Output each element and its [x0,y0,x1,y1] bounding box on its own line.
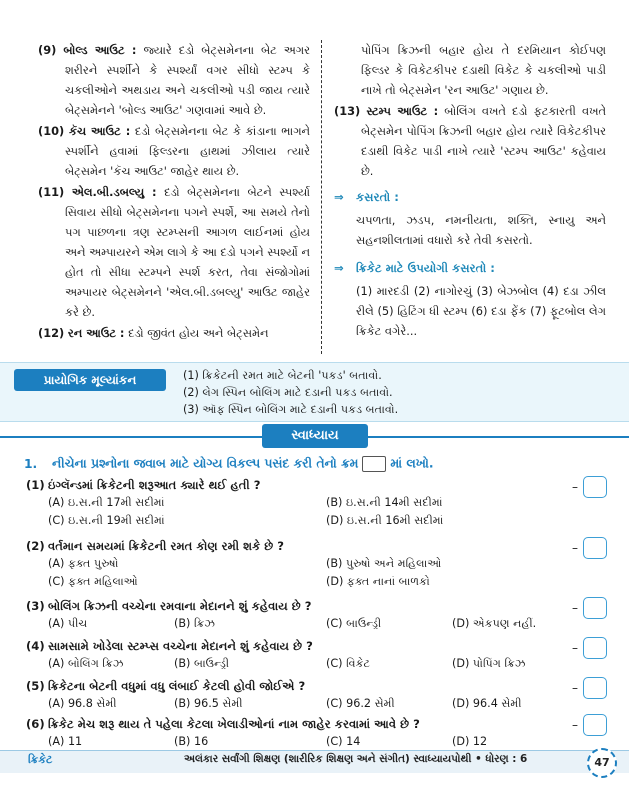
option-d: (D) ઇ.સ.ની 16મી સદીમાં [326,514,444,527]
option-a: (A) 11 [48,735,83,748]
option-c: (C) ઇ.સ.ની 19મી સદીમાં [48,514,165,527]
option-c: (C) બાઉન્ડ્રી [326,617,382,630]
option-c: (C) ફક્ત મહિલાઓ [48,575,138,588]
option-d: (D) 96.4 સેમી [452,697,522,710]
definition-catch-out: (10) કૅચ આઉટ : દડો બેટ્સમેનના બેટ કે કાંડાના ભાગને સ્પર્શીને હવામાં ફિલ્ડરના હાથમાં ઝીલાય ત્યારે બેટ્સમેન 'કૅચ આઉટ' જાહેર થાય છે. [38,124,311,178]
run-out-continuation: પોપિંગ ક્રિઝની બહાર હોય તે દરમિયાન કોઈપણ ફિલ્ડર કે વિકેટકીપર દડાથી વિકેટ કે ચકલીઓ પાડી નાખે તો બેટ્સમેન 'રન આઉટ' ગણાય છે. [361,43,606,97]
option-a: (A) પીચ [48,617,88,630]
question-4: (4) સામસામે ખોડેલા સ્ટમ્પ્સ વચ્ચેના મેદાનને શું કહેવાય છે ? (A) બોલિંગ ક્રિઝ (B) બાઉન્ડ્રી (C) વિકેટ (D) પોપિંગ ક્રિઝ [26,637,586,673]
page-number: 47 [587,748,617,778]
answer-box-1[interactable] [583,476,607,498]
option-d: (D) ફક્ત નાનાં બાળકો [326,575,430,588]
question-6: (6) ક્રિકેટ મેચ શરૂ થાય તે પહેલા કેટલા ખેલાડીઓનાં નામ જાહેર કરવામાં આવે છે ? (A) 11 (B) 16 (C) 14 (D) 12 [26,715,586,751]
question-5: (5) ક્રિકેટના બેટની વધુમાં વધુ લંબાઈ કેટલી હોવી જોઈએ ? (A) 96.8 સેમી (B) 96.5 સેમી (C) 96.2 સેમી (D) 96.4 સેમી [26,677,586,713]
option-b: (B) 16 [174,735,209,748]
option-c: (C) 96.2 સેમી [326,697,395,710]
evaluation-label: પ્રાયોગિક મૂલ્યાંકન [14,369,166,391]
arrow-icon: ⇒ [334,190,344,204]
answer-box-5[interactable] [583,677,607,699]
section-title: સ્વાધ્યાય [262,424,368,448]
exercise-heading: ⇒ કસરતો : [334,187,606,207]
option-b: (B) પુરુષો અને મહિલાઓ [326,557,442,570]
answer-dash: – [572,681,578,695]
definition-run-out: (12) રન આઉટ : દડો જીવંત હોય અને બેટ્સમેન [38,326,269,340]
answer-dash: – [572,541,578,555]
definition-bold-out: (9) બોલ્ડ આઉટ : જ્યારે દડો બેટ્સમેનના બેટ અગર શરીરને સ્પર્શીને કે સ્પર્શ્યાં વગર સીધો સ્ટમ્પ કે ચકલીઓને અથડાય અને ચકલીઓ પડી જાય ત્યારે બેટ્સમેનને 'બોલ્ડ આઉટ' ગણવામાં આવે છે. [38,43,311,117]
answer-box-4[interactable] [583,637,607,659]
column-divider [321,40,323,354]
answer-box-2[interactable] [583,537,607,559]
definition-stump-out: (13) સ્ટમ્પ આઉટ : બોલિંગ વખતે દડો ફટકારતી વખતે બેટ્સમેન પોપિંગ ક્રિઝની બહાર હોય ત્યારે વિકેટકીપર દડાથી વિકેટ પાડી નાખે ત્યારે 'સ્ટમ્પ આઉટ' કહેવાય છે. [334,104,607,178]
useful-exercise-text: (1) મારદડી (2) નાગોરચું (3) બેઝબોલ (4) દડા ઝીલ રીલે (5) હિટિંગ ધી સ્ટમ્પ (6) દડા ફેંક (7) ફૂટબોલ લેગ ક્રિકેટ વગેરે... [356,284,606,338]
option-b: (B) 96.5 સેમી [174,697,243,710]
answer-box-3[interactable] [583,597,607,619]
definition-lbw: (11) એલ.બી.ડબલ્યુ : દડો બેટ્સમેનના બેટને સ્પર્શ્યા સિવાય સીધો બેટ્સમેનના પગને સ્પર્શે, આ સમયે તેનો પગ પાછળના ત્રણ સ્ટમ્પ્સની આગળ લાઈનમાં હોય અને અમ્પાયરને એમ લાગે કે આ દડો પગને સ્પર્શ્યો ન હોત તો સીધા સ્ટમ્પને સ્પર્શ કરત, તેવા સંજોગોમાં અમ્પાયર બેટ્સમેનને 'એલ.બી.ડબલ્યુ' આઉટ જાહેર કરે છે. [38,185,310,319]
blank-box-icon [362,456,386,472]
question-2: (2) વર્તમાન સમયમાં ક્રિકેટની રમત કોણ રમી શકે છે ? (A) ફક્ત પુરુષો (B) પુરુષો અને મહિલાઓ (C) ફક્ત મહિલાઓ (D) ફક્ત નાનાં બાળકો [26,537,586,591]
evaluation-item: (3) ઑફ સ્પિન બોલિંગ માટે દડાની પકડ બતાવો. [183,403,399,416]
useful-exercise-heading: ⇒ ક્રિકેટ માટે ઉપયોગી કસરતો : [334,258,606,278]
evaluation-item: (2) લેગ સ્પિન બોલિંગ માટે દડાની પકડ બતાવો. [183,386,393,399]
option-c: (C) 14 [326,735,361,748]
option-b: (B) ક્રિઝ [174,617,216,630]
option-b: (B) ઇ.સ.ની 14મી સદીમાં [326,496,443,509]
option-d: (D) 12 [452,735,488,748]
exercise-text: ચપળતા, ઝડપ, નમનીયતા, શક્તિ, સ્નાયુ અને સહનશીલતામાં વધારો કરે તેવી કસરતો. [356,213,606,247]
question-1: (1) ઇંગ્લૅન્ડમાં ક્રિકેટની શરૂઆત ક્યારે થઈ હતી ? (A) ઇ.સ.ની 17મી સદીમાં (B) ઇ.સ.ની 14મી સદીમાં (C) ઇ.સ.ની 19મી સદીમાં (D) ઇ.સ.ની 16મી સદીમાં [26,476,586,530]
answer-dash: – [572,480,578,494]
option-b: (B) બાઉન્ડ્રી [174,657,230,670]
option-c: (C) વિકેટ [326,657,371,670]
option-d: (D) પોપિંગ ક્રિઝ [452,657,526,670]
option-a: (A) બોલિંગ ક્રિઝ [48,657,124,670]
option-a: (A) ઇ.સ.ની 17મી સદીમાં [48,496,165,509]
answer-dash: – [572,641,578,655]
answer-dash: – [572,601,578,615]
answer-box-6[interactable] [583,714,607,736]
question-3: (3) બોલિંગ ક્રિઝની વચ્ચેના રમવાના મેદાનને શું કહેવાય છે ? (A) પીચ (B) ક્રિઝ (C) બાઉન્ડ્રી (D) એકપણ નહીં. [26,597,586,633]
option-a: (A) 96.8 સેમી [48,697,117,710]
option-a: (A) ફક્ત પુરુષો [48,557,119,570]
footer-subject: ક્રિકેટ [28,753,53,766]
footer-book-title: અલંકાર સર્વાંગી શિક્ષણ (શારીરિક શિક્ષણ અને સંગીત) સ્વાધ્યાયપોથી • ધોરણ : 6 [184,753,528,765]
answer-dash: – [572,718,578,732]
evaluation-list [183,367,603,418]
question-instruction: 1. નીચેના પ્રશ્નોના જવાબ માટે યોગ્ય વિકલ્પ પસંદ કરી તેનો ક્રમ માં લખો. [24,456,434,471]
option-d: (D) એકપણ નહીં. [452,617,537,630]
evaluation-item: (1) ક્રિકેટની રમત માટે બેટની 'પકડ' બતાવો. [183,369,382,382]
arrow-icon: ⇒ [334,261,344,275]
left-column [38,40,310,344]
right-column [334,40,606,341]
